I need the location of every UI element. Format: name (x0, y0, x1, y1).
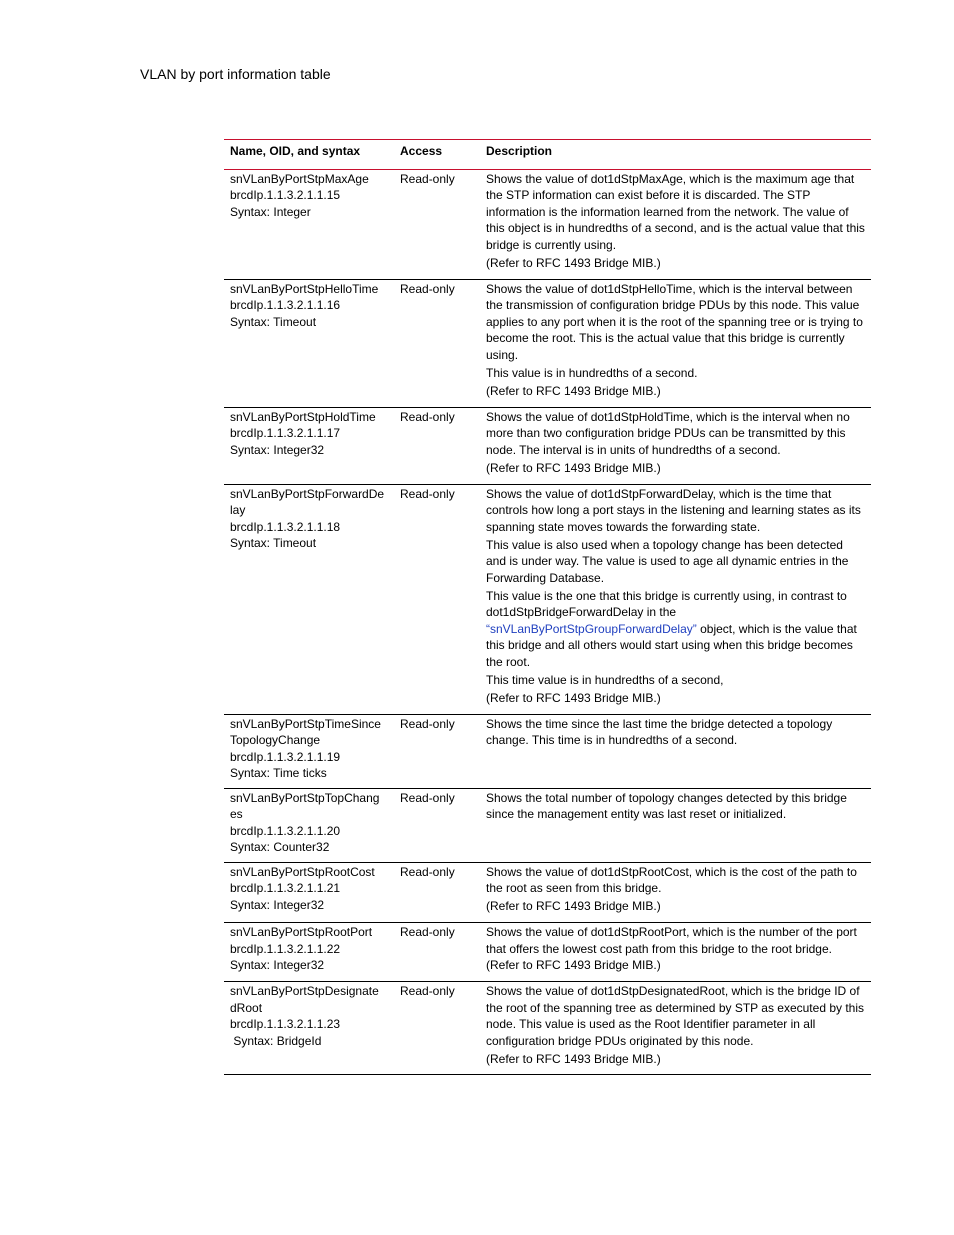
description-paragraph: This value is also used when a topology change has been detected and is under way. The value is used to age all dynamic entries in the Forwarding Database. (486, 537, 849, 585)
access-cell: Read-only (400, 281, 455, 296)
description-paragraph: This value is in hundredths of a second. (486, 365, 698, 380)
description-paragraph: (Refer to RFC 1493 Bridge MIB.) (486, 1051, 661, 1066)
table-row (224, 982, 871, 1075)
description-cell (480, 923, 871, 982)
column-header-description: Description (486, 144, 553, 158)
access-cell: Read-only (400, 716, 455, 731)
table-row (224, 407, 871, 484)
object-name-cell (224, 714, 394, 788)
object-name: snVLanByPortStpTimeSince (230, 716, 381, 731)
object-oid: brcdIp.1.1.3.2.1.1.16 (230, 298, 341, 312)
object-name: snVLanByPortStpHoldTime (230, 409, 376, 424)
object-syntax: Syntax: Time ticks (230, 766, 327, 780)
table-row (224, 923, 871, 982)
description-paragraph: Shows the total number of topology changes detected by this bridge since the management entity was last reset or initialized. (486, 790, 847, 821)
description-cell (480, 484, 871, 714)
table-header-row (224, 140, 871, 170)
object-oid: brcdIp.1.1.3.2.1.1.18 (230, 519, 341, 534)
object-syntax: Syntax: Timeout (230, 314, 317, 329)
object-name-continued: dRoot (230, 1000, 263, 1015)
object-syntax: Syntax: Timeout (230, 536, 317, 550)
description-paragraph: (Refer to RFC 1493 Bridge MIB.) (486, 383, 661, 398)
access-cell: Read-only (400, 864, 455, 879)
description-paragraph: (Refer to RFC 1493 Bridge MIB.) (486, 460, 661, 475)
object-oid: brcdIp.1.1.3.2.1.1.20 (230, 823, 341, 838)
description-paragraph: Shows the value of dot1dStpRootCost, which is the cost of the path to the root as seen from this bridge. (486, 864, 857, 895)
description-paragraph: (Refer to RFC 1493 Bridge MIB.) (486, 899, 661, 913)
object-name: snVLanByPortStpHelloTime (230, 281, 379, 296)
description-cell (480, 407, 871, 484)
access-cell: Read-only (400, 790, 455, 805)
object-syntax: Syntax: Integer32 (230, 442, 325, 457)
object-name-cell (224, 407, 394, 484)
object-syntax: Syntax: Counter32 (230, 840, 330, 854)
description-paragraph: Shows the value of dot1dStpForwardDelay, which is the time that controls how long a port stays in the listening and learning states as its spanning state moves towards the forwarding state. (486, 486, 861, 534)
object-oid: brcdIp.1.1.3.2.1.1.15 (230, 188, 341, 202)
access-cell: Read-only (400, 486, 455, 501)
object-name: snVLanByPortStpRootPort (230, 925, 373, 939)
object-name-cell (224, 788, 394, 862)
table-row (224, 862, 871, 923)
object-name-cell (224, 862, 394, 923)
vlan-by-port-table (224, 139, 871, 1075)
object-name: snVLanByPortStpForwardDe (230, 486, 385, 501)
object-name-cell (224, 982, 394, 1075)
description-paragraph: Shows the value of dot1dStpHoldTime, which is the interval when no more than two configuration bridge PDUs can be transmitted by this node. The interval is in units of hundredths of a second. (486, 409, 850, 457)
column-header-access: Access (400, 144, 443, 158)
object-syntax: Syntax: Integer32 (230, 897, 325, 912)
object-name-cell (224, 923, 394, 982)
object-oid: brcdIp.1.1.3.2.1.1.21 (230, 881, 341, 895)
object-name-cell (224, 484, 394, 714)
table-row (224, 714, 871, 788)
table-row (224, 484, 871, 714)
table-row (224, 169, 871, 279)
access-cell: Read-only (400, 925, 455, 939)
description-paragraph: This time value is in hundredths of a second, (486, 672, 724, 687)
description-paragraph: Shows the value of dot1dStpHelloTime, which is the interval between the transmission of configuration bridge PDUs by this node. This value applies to any port when it is the root of the spanning tree or is trying to become the root. This is the actual value that this bridge is currently using. (486, 281, 863, 362)
object-name: snVLanByPortStpTopChang (230, 790, 380, 805)
description-paragraph: Shows the time since the last time the bridge detected a topology change. This time is in hundredths of a second. (486, 716, 833, 747)
description-cell (480, 279, 871, 407)
description-paragraph: (Refer to RFC 1493 Bridge MIB.) (486, 690, 661, 705)
description-paragraph: (Refer to RFC 1493 Bridge MIB.) (486, 255, 661, 270)
object-oid: brcdIp.1.1.3.2.1.1.23 (230, 1017, 341, 1031)
access-cell: Read-only (400, 171, 455, 186)
description-cell (480, 169, 871, 279)
description-paragraph (486, 588, 865, 671)
description-cell (480, 862, 871, 923)
object-name-continued: TopologyChange (230, 733, 321, 747)
group-forward-delay-link[interactable]: “snVLanByPortStpGroupForwardDelay” (486, 621, 697, 636)
object-name: snVLanByPortStpDesignate (230, 984, 379, 998)
object-syntax: Syntax: BridgeId (230, 1033, 322, 1048)
object-name-continued: es (230, 807, 243, 821)
access-cell: Read-only (400, 409, 455, 424)
description-cell (480, 982, 871, 1075)
access-cell: Read-only (400, 984, 455, 998)
description-paragraph: Shows the value of dot1dStpDesignatedRoot, which is the bridge ID of the root of the spanning tree as determined by STP as executed by this node. This value is used as the Root Identifier parameter in all configuration bridge PDUs originated by this node. (486, 984, 865, 1048)
object-oid: brcdIp.1.1.3.2.1.1.17 (230, 426, 341, 440)
table-row (224, 788, 871, 862)
object-name-cell (224, 169, 394, 279)
object-syntax: Syntax: Integer (230, 204, 311, 219)
description-cell (480, 788, 871, 862)
object-name: snVLanByPortStpMaxAge (230, 171, 369, 186)
column-header-name: Name, OID, and syntax (230, 144, 361, 158)
object-syntax: Syntax: Integer32 (230, 958, 325, 972)
object-name-cell (224, 279, 394, 407)
object-name-continued: lay (230, 503, 246, 517)
object-oid: brcdIp.1.1.3.2.1.1.22 (230, 941, 341, 956)
table-row (224, 279, 871, 407)
description-paragraph: Shows the value of dot1dStpRootPort, which is the number of the port that offers the lowest cost path from this bridge to the root bridge. (Refer to RFC 1493 Bridge MIB.) (486, 925, 857, 972)
description-text: This value is the one that this bridge is currently using, in contrast to dot1dStpBridgeForwardDelay in the (486, 588, 847, 619)
description-paragraph: Shows the value of dot1dStpMaxAge, which is the maximum age that the STP information can exist before it is discarded. The STP information is the information learned from the network. The value of this object is in hundredths of a second, and is the actual value that this bridge is currently using. (486, 171, 865, 252)
page-header: VLAN by port information table (140, 66, 331, 82)
description-cell (480, 714, 871, 788)
object-oid: brcdIp.1.1.3.2.1.1.19 (230, 749, 341, 764)
object-name: snVLanByPortStpRootCost (230, 864, 375, 879)
description-text: object, which is the value that this bridge and all others would start using when this bridge becomes the root. (486, 621, 857, 669)
